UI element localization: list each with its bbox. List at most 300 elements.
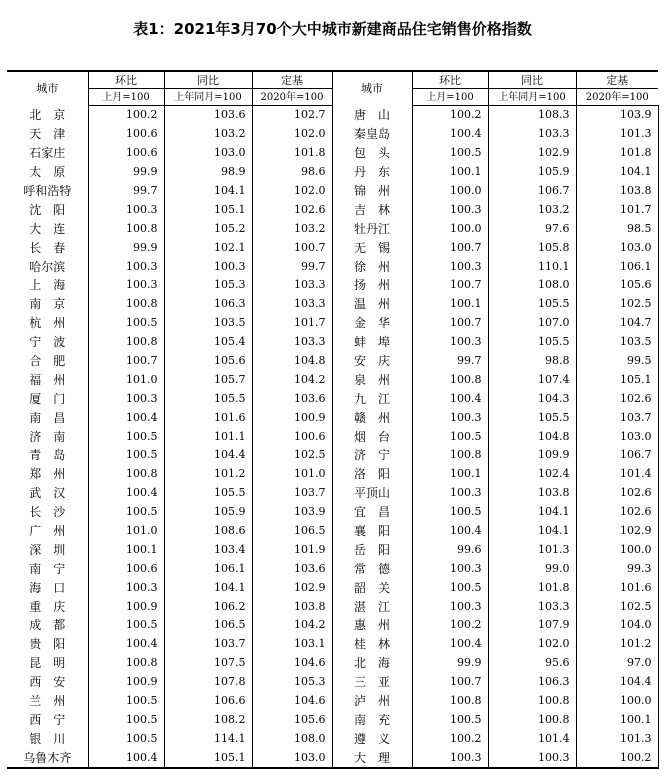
cell-yoy-right: 103.3 bbox=[488, 597, 576, 616]
cell-fixed-left: 99.7 bbox=[252, 257, 332, 276]
cell-city-right: 赣 州 bbox=[332, 408, 412, 427]
cell-city-left: 长 春 bbox=[7, 238, 88, 257]
cell-city-right: 蚌 埠 bbox=[332, 333, 412, 352]
cell-city-right: 温 州 bbox=[332, 295, 412, 314]
cell-city-right: 平顶山 bbox=[332, 484, 412, 503]
cell-mom-left: 100.2 bbox=[88, 106, 164, 125]
cell-fixed-left: 102.0 bbox=[252, 125, 332, 144]
cell-mom-left: 101.0 bbox=[88, 522, 164, 541]
cell-mom-left: 100.1 bbox=[88, 540, 164, 559]
cell-yoy-right: 103.3 bbox=[488, 125, 576, 144]
cell-fixed-left: 100.7 bbox=[252, 238, 332, 257]
cell-mom-left: 100.4 bbox=[88, 748, 164, 768]
cell-city-left: 重 庆 bbox=[7, 597, 88, 616]
cell-yoy-left: 105.4 bbox=[164, 333, 252, 352]
table-row bbox=[7, 182, 658, 201]
cell-mom-left: 100.6 bbox=[88, 559, 164, 578]
table-title: 表1：2021年3月70个大中城市新建商品住宅销售价格指数 bbox=[133, 20, 532, 38]
cell-city-left: 福 州 bbox=[7, 370, 88, 389]
cell-mom-right: 100.2 bbox=[412, 729, 488, 748]
cell-city-left: 海 口 bbox=[7, 578, 88, 597]
cell-city-right: 湛 江 bbox=[332, 597, 412, 616]
cell-fixed-right: 102.9 bbox=[576, 522, 658, 541]
cell-city-right: 桂 林 bbox=[332, 635, 412, 654]
cell-mom-right: 100.4 bbox=[412, 522, 488, 541]
cell-mom-right: 100.5 bbox=[412, 711, 488, 730]
cell-fixed-left: 104.8 bbox=[252, 352, 332, 371]
cell-city-left: 郑 州 bbox=[7, 465, 88, 484]
cell-fixed-left: 104.6 bbox=[252, 692, 332, 711]
table-row bbox=[7, 295, 658, 314]
cell-mom-right: 100.8 bbox=[412, 446, 488, 465]
cell-city-left: 成 都 bbox=[7, 616, 88, 635]
cell-mom-right: 100.5 bbox=[412, 578, 488, 597]
cell-city-right: 锦 州 bbox=[332, 182, 412, 201]
cell-city-right: 三 亚 bbox=[332, 673, 412, 692]
cell-city-left: 昆 明 bbox=[7, 654, 88, 673]
cell-fixed-left: 103.6 bbox=[252, 389, 332, 408]
cell-mom-right: 100.3 bbox=[412, 484, 488, 503]
city-header-right: 城市 bbox=[332, 71, 412, 106]
cell-fixed-right: 104.0 bbox=[576, 616, 658, 635]
cell-city-right: 泉 州 bbox=[332, 370, 412, 389]
cell-mom-left: 100.5 bbox=[88, 711, 164, 730]
table-row bbox=[7, 597, 658, 616]
cell-fixed-right: 104.1 bbox=[576, 163, 658, 182]
cell-yoy-left: 106.2 bbox=[164, 597, 252, 616]
cell-mom-left: 100.5 bbox=[88, 446, 164, 465]
cell-city-left: 上 海 bbox=[7, 276, 88, 295]
table-row bbox=[7, 578, 658, 597]
cell-city-left: 大 连 bbox=[7, 219, 88, 238]
price-index-table bbox=[7, 70, 659, 769]
cell-yoy-right: 107.9 bbox=[488, 616, 576, 635]
cell-yoy-right: 105.5 bbox=[488, 333, 576, 352]
cell-yoy-left: 105.3 bbox=[164, 276, 252, 295]
cell-fixed-left: 102.9 bbox=[252, 578, 332, 597]
cell-mom-left: 100.8 bbox=[88, 654, 164, 673]
cell-yoy-left: 105.7 bbox=[164, 370, 252, 389]
cell-yoy-right: 106.7 bbox=[488, 182, 576, 201]
cell-mom-right: 100.5 bbox=[412, 503, 488, 522]
cell-yoy-left: 106.1 bbox=[164, 559, 252, 578]
cell-fixed-right: 103.0 bbox=[576, 238, 658, 257]
table-row bbox=[7, 427, 658, 446]
cell-yoy-right: 99.0 bbox=[488, 559, 576, 578]
cell-city-right: 常 德 bbox=[332, 559, 412, 578]
cell-yoy-right: 102.9 bbox=[488, 144, 576, 163]
cell-yoy-left: 102.1 bbox=[164, 238, 252, 257]
cell-fixed-right: 104.7 bbox=[576, 314, 658, 333]
table-row bbox=[7, 673, 658, 692]
cell-fixed-right: 101.7 bbox=[576, 200, 658, 219]
cell-city-left: 呼和浩特 bbox=[7, 182, 88, 201]
cell-mom-right: 100.3 bbox=[412, 257, 488, 276]
cell-yoy-left: 103.2 bbox=[164, 125, 252, 144]
cell-yoy-right: 102.4 bbox=[488, 465, 576, 484]
table-row bbox=[7, 503, 658, 522]
cell-yoy-right: 104.8 bbox=[488, 427, 576, 446]
cell-fixed-right: 106.7 bbox=[576, 446, 658, 465]
fixed-base-left: 2020年=100 bbox=[252, 89, 332, 106]
cell-yoy-right: 107.4 bbox=[488, 370, 576, 389]
cell-fixed-left: 101.0 bbox=[252, 465, 332, 484]
table-row bbox=[7, 314, 658, 333]
cell-yoy-left: 101.6 bbox=[164, 408, 252, 427]
table-row bbox=[7, 219, 658, 238]
cell-mom-right: 100.4 bbox=[412, 635, 488, 654]
table-row bbox=[7, 276, 658, 295]
cell-fixed-left: 103.9 bbox=[252, 503, 332, 522]
cell-yoy-right: 100.8 bbox=[488, 692, 576, 711]
cell-mom-left: 99.9 bbox=[88, 238, 164, 257]
cell-mom-left: 100.9 bbox=[88, 673, 164, 692]
cell-city-left: 西 安 bbox=[7, 673, 88, 692]
header-row-top bbox=[7, 71, 658, 89]
mom-base-left: 上月=100 bbox=[88, 89, 164, 106]
cell-city-left: 乌鲁木齐 bbox=[7, 748, 88, 768]
cell-fixed-right: 101.3 bbox=[576, 729, 658, 748]
cell-fixed-left: 103.8 bbox=[252, 597, 332, 616]
city-header-left: 城市 bbox=[7, 71, 88, 106]
cell-yoy-left: 107.5 bbox=[164, 654, 252, 673]
cell-mom-right: 100.2 bbox=[412, 616, 488, 635]
yoy-header-right: 同比 bbox=[488, 71, 576, 89]
cell-fixed-right: 100.0 bbox=[576, 692, 658, 711]
cell-yoy-right: 103.2 bbox=[488, 200, 576, 219]
cell-fixed-left: 101.8 bbox=[252, 144, 332, 163]
cell-mom-left: 100.3 bbox=[88, 389, 164, 408]
cell-city-right: 济 宁 bbox=[332, 446, 412, 465]
cell-fixed-left: 103.2 bbox=[252, 219, 332, 238]
cell-fixed-right: 102.5 bbox=[576, 295, 658, 314]
cell-fixed-left: 103.7 bbox=[252, 484, 332, 503]
cell-mom-left: 100.8 bbox=[88, 295, 164, 314]
cell-fixed-right: 103.9 bbox=[576, 106, 658, 125]
table-row bbox=[7, 729, 658, 748]
cell-mom-left: 100.5 bbox=[88, 616, 164, 635]
cell-yoy-left: 105.9 bbox=[164, 503, 252, 522]
cell-yoy-right: 101.8 bbox=[488, 578, 576, 597]
cell-city-left: 兰 州 bbox=[7, 692, 88, 711]
cell-fixed-left: 101.9 bbox=[252, 540, 332, 559]
cell-yoy-left: 98.9 bbox=[164, 163, 252, 182]
cell-city-right: 秦皇岛 bbox=[332, 125, 412, 144]
cell-mom-right: 100.7 bbox=[412, 238, 488, 257]
cell-mom-left: 100.6 bbox=[88, 144, 164, 163]
cell-mom-left: 100.5 bbox=[88, 503, 164, 522]
cell-mom-left: 100.4 bbox=[88, 635, 164, 654]
cell-yoy-left: 108.6 bbox=[164, 522, 252, 541]
cell-city-right: 北 海 bbox=[332, 654, 412, 673]
cell-yoy-right: 100.3 bbox=[488, 748, 576, 768]
cell-yoy-left: 105.1 bbox=[164, 200, 252, 219]
cell-yoy-left: 103.6 bbox=[164, 106, 252, 125]
cell-fixed-left: 100.6 bbox=[252, 427, 332, 446]
table-row bbox=[7, 654, 658, 673]
cell-city-left: 济 南 bbox=[7, 427, 88, 446]
cell-yoy-left: 101.2 bbox=[164, 465, 252, 484]
table-row bbox=[7, 144, 658, 163]
cell-fixed-right: 101.8 bbox=[576, 144, 658, 163]
cell-city-left: 武 汉 bbox=[7, 484, 88, 503]
cell-city-left: 西 宁 bbox=[7, 711, 88, 730]
table-row bbox=[7, 711, 658, 730]
cell-mom-left: 100.8 bbox=[88, 465, 164, 484]
cell-fixed-right: 102.6 bbox=[576, 503, 658, 522]
cell-yoy-left: 106.6 bbox=[164, 692, 252, 711]
cell-yoy-right: 97.6 bbox=[488, 219, 576, 238]
cell-yoy-left: 107.8 bbox=[164, 673, 252, 692]
cell-mom-right: 100.1 bbox=[412, 295, 488, 314]
cell-mom-left: 100.5 bbox=[88, 427, 164, 446]
cell-city-left: 青 岛 bbox=[7, 446, 88, 465]
table-row bbox=[7, 238, 658, 257]
cell-fixed-left: 102.6 bbox=[252, 200, 332, 219]
table-row bbox=[7, 616, 658, 635]
cell-city-right: 遵 义 bbox=[332, 729, 412, 748]
mom-header-right: 环比 bbox=[412, 71, 488, 89]
cell-mom-right: 100.5 bbox=[412, 144, 488, 163]
table-row bbox=[7, 692, 658, 711]
cell-yoy-left: 103.4 bbox=[164, 540, 252, 559]
cell-fixed-right: 103.8 bbox=[576, 182, 658, 201]
cell-yoy-right: 104.1 bbox=[488, 503, 576, 522]
cell-fixed-left: 100.9 bbox=[252, 408, 332, 427]
table-row bbox=[7, 635, 658, 654]
cell-mom-left: 100.5 bbox=[88, 314, 164, 333]
cell-fixed-right: 101.6 bbox=[576, 578, 658, 597]
table-row bbox=[7, 484, 658, 503]
cell-mom-left: 100.8 bbox=[88, 219, 164, 238]
cell-city-right: 牡丹江 bbox=[332, 219, 412, 238]
cell-fixed-right: 103.7 bbox=[576, 408, 658, 427]
table-row bbox=[7, 352, 658, 371]
table-row bbox=[7, 389, 658, 408]
table-row bbox=[7, 522, 658, 541]
cell-fixed-left: 103.3 bbox=[252, 276, 332, 295]
table-row bbox=[7, 106, 658, 125]
cell-fixed-left: 102.0 bbox=[252, 182, 332, 201]
table-row bbox=[7, 748, 658, 768]
cell-mom-right: 100.5 bbox=[412, 427, 488, 446]
cell-city-right: 九 江 bbox=[332, 389, 412, 408]
cell-mom-left: 100.9 bbox=[88, 597, 164, 616]
cell-fixed-left: 105.6 bbox=[252, 711, 332, 730]
table-row bbox=[7, 200, 658, 219]
cell-city-right: 岳 阳 bbox=[332, 540, 412, 559]
cell-yoy-left: 106.5 bbox=[164, 616, 252, 635]
cell-yoy-left: 105.1 bbox=[164, 748, 252, 768]
cell-city-left: 沈 阳 bbox=[7, 200, 88, 219]
cell-yoy-left: 103.7 bbox=[164, 635, 252, 654]
cell-fixed-right: 101.2 bbox=[576, 635, 658, 654]
cell-fixed-right: 103.0 bbox=[576, 427, 658, 446]
cell-fixed-left: 103.3 bbox=[252, 333, 332, 352]
cell-mom-left: 100.6 bbox=[88, 125, 164, 144]
fixed-header-left: 定基 bbox=[252, 71, 332, 89]
cell-mom-right: 100.1 bbox=[412, 465, 488, 484]
cell-fixed-left: 104.2 bbox=[252, 616, 332, 635]
cell-fixed-right: 99.3 bbox=[576, 559, 658, 578]
yoy-base-left: 上年同月=100 bbox=[164, 89, 252, 106]
cell-yoy-right: 103.8 bbox=[488, 484, 576, 503]
cell-city-right: 大 理 bbox=[332, 748, 412, 768]
cell-yoy-left: 103.0 bbox=[164, 144, 252, 163]
cell-yoy-right: 109.9 bbox=[488, 446, 576, 465]
table-row bbox=[7, 257, 658, 276]
cell-mom-right: 100.8 bbox=[412, 370, 488, 389]
cell-yoy-left: 105.6 bbox=[164, 352, 252, 371]
cell-fixed-right: 100.2 bbox=[576, 748, 658, 768]
cell-mom-left: 100.4 bbox=[88, 408, 164, 427]
cell-yoy-right: 105.8 bbox=[488, 238, 576, 257]
cell-yoy-right: 104.3 bbox=[488, 389, 576, 408]
cell-mom-right: 100.4 bbox=[412, 389, 488, 408]
cell-city-right: 金 华 bbox=[332, 314, 412, 333]
cell-yoy-left: 105.2 bbox=[164, 219, 252, 238]
cell-city-left: 南 京 bbox=[7, 295, 88, 314]
cell-city-right: 南 充 bbox=[332, 711, 412, 730]
cell-city-left: 南 昌 bbox=[7, 408, 88, 427]
cell-city-right: 洛 阳 bbox=[332, 465, 412, 484]
cell-fixed-right: 97.0 bbox=[576, 654, 658, 673]
cell-mom-right: 100.3 bbox=[412, 333, 488, 352]
cell-yoy-left: 106.3 bbox=[164, 295, 252, 314]
cell-yoy-right: 100.8 bbox=[488, 711, 576, 730]
cell-mom-left: 99.7 bbox=[88, 182, 164, 201]
cell-mom-left: 100.8 bbox=[88, 333, 164, 352]
cell-fixed-left: 102.5 bbox=[252, 446, 332, 465]
cell-city-right: 扬 州 bbox=[332, 276, 412, 295]
mom-header-left: 环比 bbox=[88, 71, 164, 89]
cell-fixed-right: 99.5 bbox=[576, 352, 658, 371]
cell-mom-left: 100.5 bbox=[88, 692, 164, 711]
table-row bbox=[7, 446, 658, 465]
cell-city-right: 无 锡 bbox=[332, 238, 412, 257]
cell-mom-right: 100.3 bbox=[412, 559, 488, 578]
cell-yoy-left: 105.5 bbox=[164, 484, 252, 503]
cell-yoy-right: 101.3 bbox=[488, 540, 576, 559]
cell-mom-right: 100.7 bbox=[412, 673, 488, 692]
cell-mom-right: 100.3 bbox=[412, 748, 488, 768]
cell-city-left: 宁 波 bbox=[7, 333, 88, 352]
cell-mom-right: 100.4 bbox=[412, 125, 488, 144]
cell-city-right: 襄 阳 bbox=[332, 522, 412, 541]
table-row bbox=[7, 370, 658, 389]
cell-city-right: 烟 台 bbox=[332, 427, 412, 446]
table-row bbox=[7, 465, 658, 484]
cell-city-right: 泸 州 bbox=[332, 692, 412, 711]
cell-mom-right: 100.7 bbox=[412, 276, 488, 295]
cell-city-left: 厦 门 bbox=[7, 389, 88, 408]
table-body bbox=[7, 106, 658, 769]
cell-mom-left: 100.5 bbox=[88, 729, 164, 748]
cell-yoy-right: 107.0 bbox=[488, 314, 576, 333]
cell-yoy-right: 98.8 bbox=[488, 352, 576, 371]
table-row bbox=[7, 408, 658, 427]
cell-fixed-right: 103.5 bbox=[576, 333, 658, 352]
cell-fixed-right: 100.1 bbox=[576, 711, 658, 730]
cell-mom-right: 99.9 bbox=[412, 654, 488, 673]
cell-yoy-left: 103.5 bbox=[164, 314, 252, 333]
cell-yoy-right: 101.4 bbox=[488, 729, 576, 748]
cell-city-left: 哈尔滨 bbox=[7, 257, 88, 276]
cell-mom-left: 99.9 bbox=[88, 163, 164, 182]
cell-fixed-left: 104.2 bbox=[252, 370, 332, 389]
cell-city-left: 广 州 bbox=[7, 522, 88, 541]
cell-mom-right: 100.8 bbox=[412, 692, 488, 711]
cell-yoy-left: 108.2 bbox=[164, 711, 252, 730]
cell-city-right: 安 庆 bbox=[332, 352, 412, 371]
cell-mom-right: 100.3 bbox=[412, 200, 488, 219]
cell-mom-left: 100.3 bbox=[88, 578, 164, 597]
cell-city-left: 南 宁 bbox=[7, 559, 88, 578]
cell-fixed-right: 106.1 bbox=[576, 257, 658, 276]
cell-mom-right: 100.7 bbox=[412, 314, 488, 333]
cell-fixed-right: 102.5 bbox=[576, 597, 658, 616]
cell-yoy-right: 108.3 bbox=[488, 106, 576, 125]
cell-mom-right: 100.3 bbox=[412, 408, 488, 427]
cell-city-left: 太 原 bbox=[7, 163, 88, 182]
cell-fixed-right: 104.4 bbox=[576, 673, 658, 692]
yoy-header-left: 同比 bbox=[164, 71, 252, 89]
cell-fixed-left: 98.6 bbox=[252, 163, 332, 182]
table-row bbox=[7, 559, 658, 578]
cell-yoy-left: 100.3 bbox=[164, 257, 252, 276]
cell-yoy-right: 105.5 bbox=[488, 408, 576, 427]
cell-fixed-right: 101.4 bbox=[576, 465, 658, 484]
mom-base-right: 上月=100 bbox=[412, 89, 488, 106]
cell-city-right: 宜 昌 bbox=[332, 503, 412, 522]
yoy-base-right: 上年同月=100 bbox=[488, 89, 576, 106]
cell-fixed-right: 100.0 bbox=[576, 540, 658, 559]
cell-city-right: 徐 州 bbox=[332, 257, 412, 276]
cell-yoy-right: 104.1 bbox=[488, 522, 576, 541]
cell-fixed-right: 105.6 bbox=[576, 276, 658, 295]
cell-fixed-left: 105.3 bbox=[252, 673, 332, 692]
table-row bbox=[7, 540, 658, 559]
cell-city-left: 贵 阳 bbox=[7, 635, 88, 654]
cell-yoy-left: 114.1 bbox=[164, 729, 252, 748]
cell-mom-right: 99.6 bbox=[412, 540, 488, 559]
cell-mom-right: 100.3 bbox=[412, 597, 488, 616]
cell-fixed-left: 102.7 bbox=[252, 106, 332, 125]
cell-fixed-left: 103.0 bbox=[252, 748, 332, 768]
cell-yoy-right: 108.0 bbox=[488, 276, 576, 295]
cell-yoy-left: 101.1 bbox=[164, 427, 252, 446]
cell-yoy-right: 95.6 bbox=[488, 654, 576, 673]
cell-fixed-left: 104.6 bbox=[252, 654, 332, 673]
cell-mom-right: 100.0 bbox=[412, 182, 488, 201]
cell-fixed-left: 103.1 bbox=[252, 635, 332, 654]
cell-mom-right: 100.2 bbox=[412, 106, 488, 125]
cell-mom-left: 100.3 bbox=[88, 257, 164, 276]
cell-city-left: 杭 州 bbox=[7, 314, 88, 333]
cell-mom-right: 100.0 bbox=[412, 219, 488, 238]
table-row bbox=[7, 163, 658, 182]
cell-fixed-left: 106.5 bbox=[252, 522, 332, 541]
cell-yoy-left: 105.5 bbox=[164, 389, 252, 408]
cell-yoy-left: 104.1 bbox=[164, 182, 252, 201]
cell-mom-left: 101.0 bbox=[88, 370, 164, 389]
cell-yoy-right: 105.9 bbox=[488, 163, 576, 182]
cell-fixed-right: 105.1 bbox=[576, 370, 658, 389]
cell-city-left: 合 肥 bbox=[7, 352, 88, 371]
cell-fixed-right: 102.6 bbox=[576, 389, 658, 408]
cell-yoy-right: 105.5 bbox=[488, 295, 576, 314]
cell-yoy-right: 110.1 bbox=[488, 257, 576, 276]
